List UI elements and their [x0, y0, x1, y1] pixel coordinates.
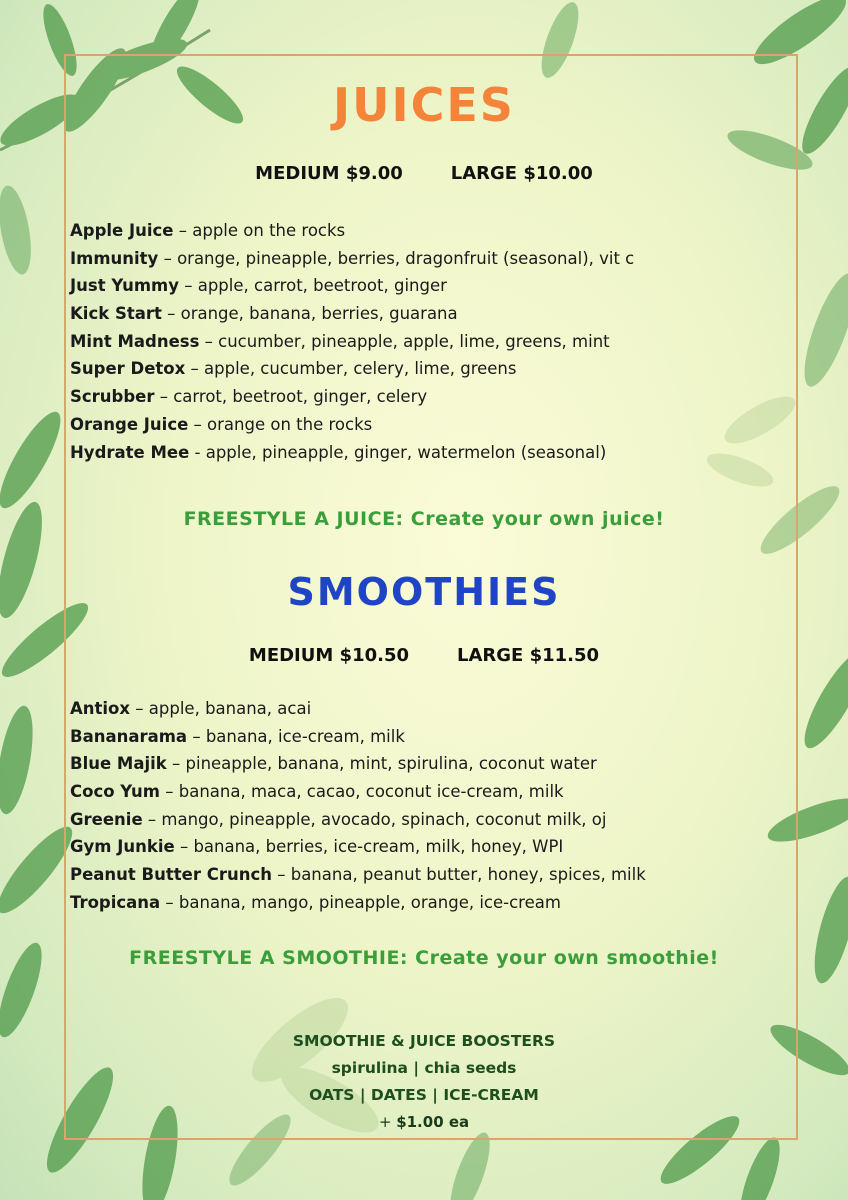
item-desc: – orange, pineapple, berries, dragonfruit (seasonal), vit c [158, 248, 635, 268]
item-name: Super Detox [70, 359, 186, 379]
list-item [70, 328, 770, 356]
juice-list [70, 217, 770, 466]
item-desc: – apple on the rocks [173, 221, 346, 240]
boosters-section [0, 1028, 848, 1136]
list-item [70, 889, 770, 917]
smoothies-title: SMOOTHIES [287, 570, 561, 614]
smoothie-price-medium: MEDIUM $10.50 [248, 645, 410, 666]
item-name: Coco Yum [70, 782, 160, 802]
item-name: Mint Madness [70, 331, 200, 351]
item-name: Gym Junkie [70, 837, 175, 857]
list-item [70, 411, 770, 439]
list-item [70, 217, 770, 245]
item-name: Blue Majik [70, 754, 167, 774]
boosters-price [0, 1109, 848, 1136]
boosters-price-prefix: + [378, 1113, 397, 1131]
item-name: Peanut Butter Crunch [70, 865, 272, 885]
list-item [70, 806, 770, 834]
item-name: Greenie [70, 809, 143, 829]
list-item [70, 695, 770, 723]
list-item [70, 861, 770, 889]
item-name: Bananarama [70, 726, 188, 746]
item-name: Antiox [70, 699, 131, 718]
item-desc: – banana, peanut butter, honey, spices, milk [271, 865, 646, 885]
item-desc: – apple, banana, acai [130, 699, 312, 718]
freestyle-juice-note: FREESTYLE A JUICE: Create your own juice! [183, 508, 665, 530]
item-desc: – apple, cucumber, celery, lime, greens [185, 359, 517, 379]
juice-prices [0, 163, 848, 184]
list-item [70, 723, 770, 751]
item-desc: – mango, pineapple, avocado, spinach, coconut milk, oj [142, 809, 607, 829]
item-desc: – pineapple, banana, mint, spirulina, coconut water [166, 754, 597, 774]
list-item [70, 778, 770, 806]
item-name: Immunity [70, 248, 159, 268]
juice-price-large: LARGE $10.00 [450, 163, 593, 184]
list-item [70, 833, 770, 861]
item-desc: – cucumber, pineapple, apple, lime, greens, mint [199, 331, 610, 351]
boosters-line-2: OATS | DATES | ICE-CREAM [309, 1086, 539, 1104]
list-item [70, 300, 770, 328]
list-item [70, 383, 770, 411]
item-desc: – carrot, beetroot, ginger, celery [154, 387, 428, 407]
boosters-line-1: spirulina | chia seeds [331, 1059, 517, 1077]
juices-title: JUICES [333, 78, 515, 132]
item-desc: – apple, carrot, beetroot, ginger [178, 276, 447, 296]
juice-price-medium: MEDIUM $9.00 [255, 163, 403, 184]
item-desc: - apple, pineapple, ginger, watermelon (seasonal) [189, 442, 607, 462]
item-desc: – orange, banana, berries, guarana [161, 304, 458, 324]
boosters-price-value: $1.00 ea [396, 1113, 470, 1131]
item-name: Orange Juice [70, 414, 189, 434]
item-name: Scrubber [70, 387, 155, 407]
item-name: Just Yummy [70, 276, 179, 296]
smoothie-prices [0, 645, 848, 666]
item-name: Kick Start [70, 304, 162, 324]
list-item [70, 750, 770, 778]
freestyle-smoothie-note: FREESTYLE A SMOOTHIE: Create your own smoothie! [129, 947, 719, 969]
list-item [70, 272, 770, 300]
item-desc: – banana, ice-cream, milk [187, 726, 405, 746]
item-desc: – banana, mango, pineapple, orange, ice-cream [160, 892, 561, 912]
item-desc: – banana, berries, ice-cream, milk, honey, WPI [174, 837, 564, 857]
list-item [70, 355, 770, 383]
item-name: Apple Juice [70, 221, 174, 240]
item-name: Hydrate Mee [70, 442, 190, 462]
smoothie-price-large: LARGE $11.50 [457, 645, 600, 666]
item-name: Tropicana [70, 892, 161, 912]
item-desc: – banana, maca, cacao, coconut ice-cream, milk [160, 782, 564, 802]
list-item [70, 245, 770, 273]
boosters-title: SMOOTHIE & JUICE BOOSTERS [292, 1032, 556, 1050]
list-item [70, 439, 770, 467]
smoothie-list [70, 695, 770, 917]
item-desc: – orange on the rocks [188, 414, 373, 434]
